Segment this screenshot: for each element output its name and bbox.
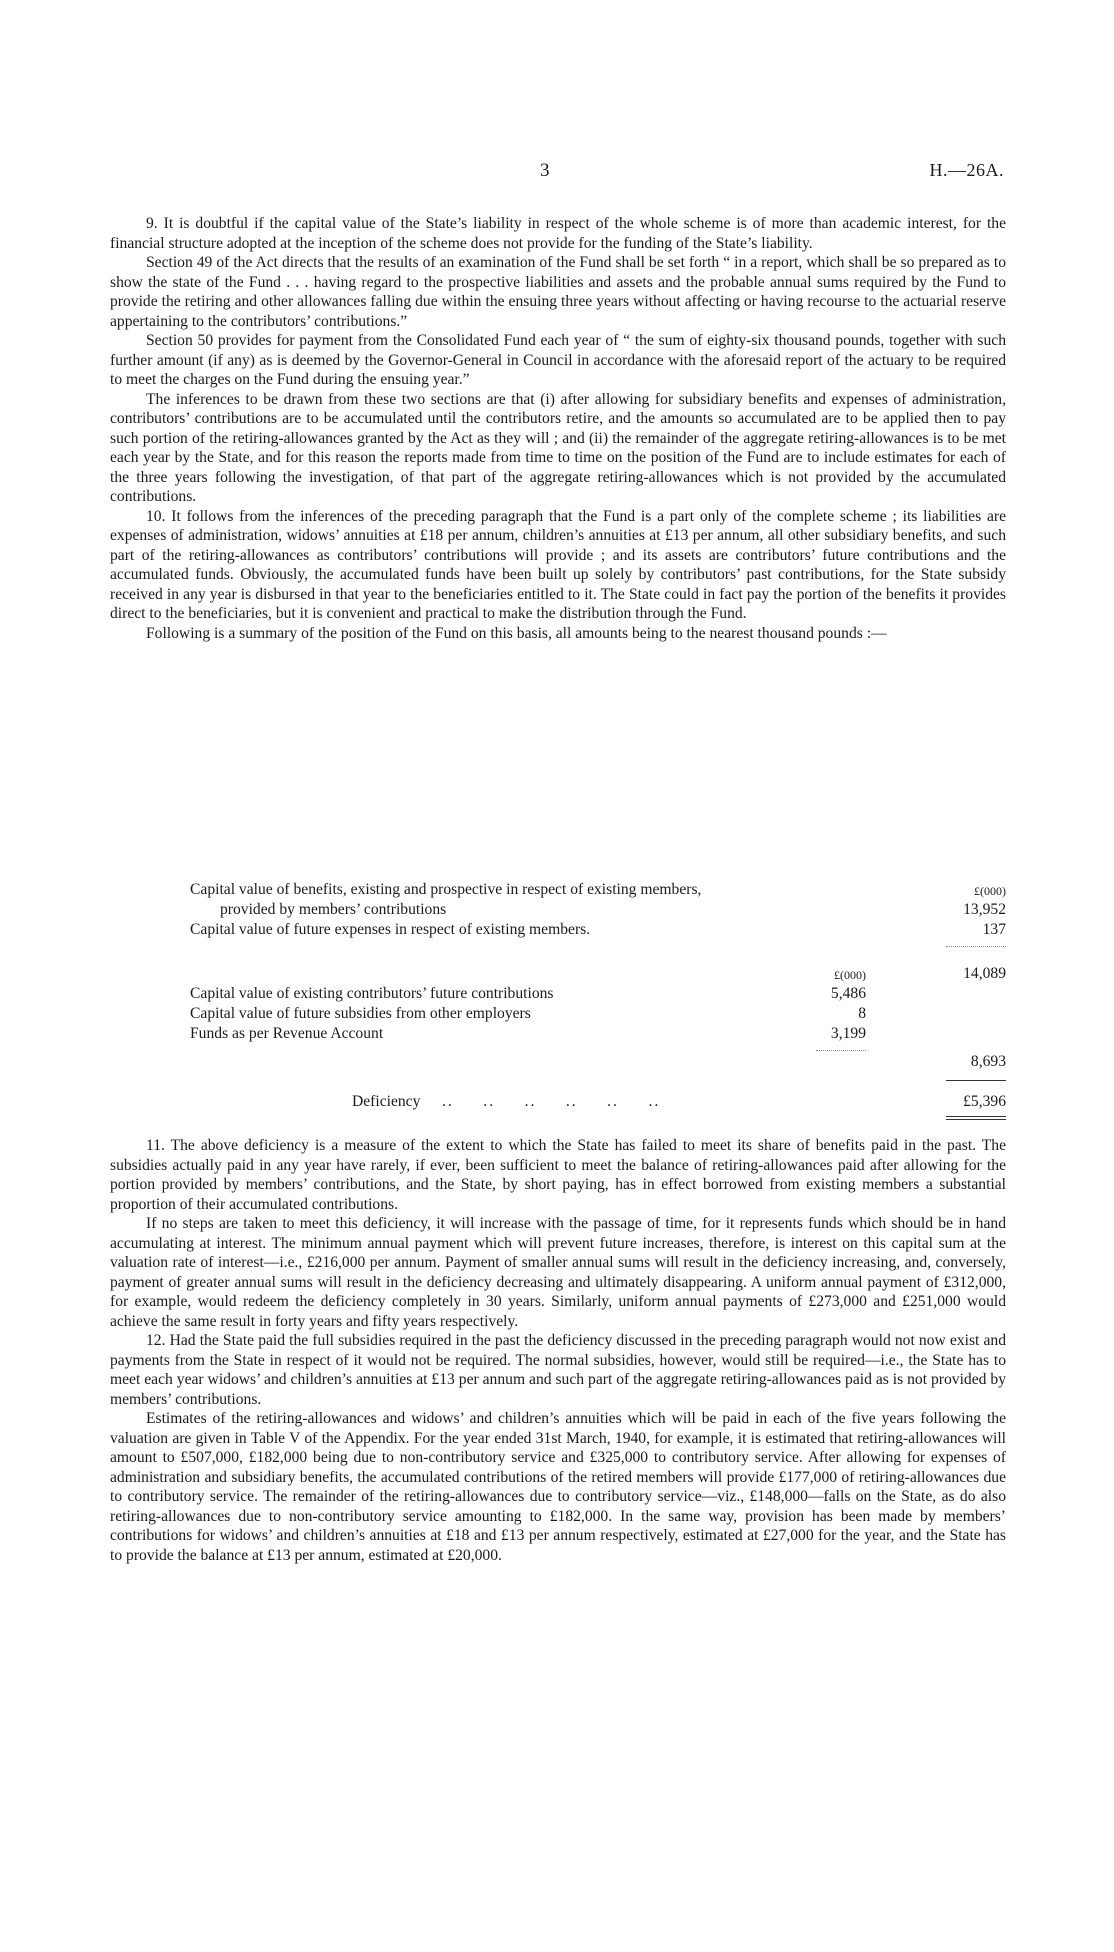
- asset-value-3: 3,199: [830, 1025, 866, 1042]
- page-header: [0, 160, 1114, 186]
- liability-label-1: Capital value of benefits, existing and prospective in respect of existing members,: [190, 881, 702, 898]
- deficiency-row: [190, 1092, 1006, 1112]
- paragraph-inferences: The inferences to be drawn from these two sections are that (i) after allowing for subsidiary benefits and expenses of administration, contributors’ contributions are to be accumulated until the contributors retire, and the amounts so accumulated are to be applied then to pay such portion of the retiring-allowances granted by the Act as they will ; and (ii) the remainder of the aggregate retiring-allowances is to be met each year by the State, and for this reason the reports made from time to time on the position of the Fund are to include estimates for each of the three years following the investigation, of that part of the aggregate retiring-allowances which is not provided by the accumulated contributions.: [110, 390, 1006, 505]
- asset-row-2: [190, 1004, 1006, 1024]
- rule-before-deficiency: [946, 1080, 1006, 1081]
- rule-deficiency-1: [946, 1116, 1006, 1117]
- liability-value-1: 13,952: [963, 901, 1006, 918]
- asset-total-row: [190, 1052, 1006, 1072]
- paragraph-9: 9. It is doubtful if the capital value of the State’s liability in respect of the whole scheme is of more than academic interest, for the financial structure adopted at the inception of the scheme does not provide for the funding of the State’s liability.: [110, 215, 1006, 252]
- rule-deficiency-2: [946, 1119, 1006, 1120]
- text-block-lower: [110, 1136, 1006, 1565]
- asset-label-1: Capital value of existing contributors’ future contributions: [190, 985, 554, 1002]
- deficiency-label: Deficiency: [352, 1093, 421, 1110]
- page-number: 3: [540, 160, 550, 181]
- paragraph-10: 10. It follows from the inferences of the preceding paragraph that the Fund is a part only of the complete scheme ; its liabilities are expenses of administration, widows’ annuities at £18 per annum, children’s annuities at £13 per annum, all other subsidiary benefits, and such part of the retiring-allowances as contributors’ contributions will provide ; and its assets are contributors’ future contributions and the accumulated funds. Obviously, the accumulated funds have been built up solely by contributors’ past contributions, for the State subsidy received in any year is disbursed in that year to the beneficiaries entitled to it. The State could in fact pay the portion of the benefits it provides direct to the beneficiaries, but it is convenient and practical to make the distribution through the Fund.: [110, 507, 1006, 622]
- paragraph-section-49: Section 49 of the Act directs that the results of an examination of the Fund shall be set forth “ in a report, which shall be so prepared as to show the state of the Fund . . . having regard to the prospective liabilities and assets and the probable annual sums required by the Fund to provide the retiring and other allowances falling due within the ensuing three years without affecting or having recourse to the actuarial reserve appertaining to the contributors’ contributions.”: [110, 254, 1006, 330]
- liability-total-row: [190, 964, 1006, 984]
- text-block-upper: [110, 214, 1006, 643]
- asset-value-2: 8: [858, 1005, 866, 1022]
- liability-row-3: [190, 920, 1006, 940]
- paragraph-section-50: Section 50 provides for payment from the Consolidated Fund each year of “ the sum of eighty-six thousand pounds, together with such further amount (if any) as is deemed by the Governor-General in Council in accordance with the aforesaid report of the actuary to be required to meet the charges on the Fund during the ensuing year.”: [110, 332, 1006, 388]
- unit-label-liabilities: £(000): [974, 884, 1006, 898]
- unit-label-assets: £(000): [834, 968, 866, 982]
- liability-row-1: [190, 880, 1006, 900]
- asset-row-3: [190, 1024, 1006, 1044]
- paragraph-estimates: Estimates of the retiring-allowances and widows’ and children’s annuities which will be paid in each of the five years following the valuation are given in Table V of the Appendix. For the year ended 31st March, 1940, for example, it is estimated that retiring-allowances will amount to £507,000, £182,000 being due to non-contributory service and £325,000 to contributory service. After allowing for expenses of administration and subsidiary benefits, the accumulated contributions of the retired members will provide £177,000 of retiring-allowances due to contributory service. The remainder of the retiring-allowances due to contributory service—viz., £148,000—falls on the State, as do also retiring-allowances due to non-contributory service amounting to £182,000. In the same way, provision has been made by members’ contributions for widows’ and children’s annuities at £18 and £13 per annum respectively, estimated at £27,000 for the year, and the State has to provide the balance at £13 per annum, estimated at £20,000.: [110, 1410, 1006, 1564]
- rule-liabilities-subtotal: [946, 946, 1006, 947]
- paragraph-summary-intro: Following is a summary of the position of the Fund on this basis, all amounts being to the nearest thousand pounds :—: [146, 624, 887, 642]
- liability-value-2: 137: [982, 921, 1006, 938]
- paragraph-no-steps: If no steps are taken to meet this deficiency, it will increase with the passage of time, for it represents funds which should be in hand accumulating at interest. The minimum annual payment which will prevent future increases, therefore, is interest on this capital sum at the valuation rate of interest—i.e., £216,000 per annum. Payment of smaller annual sums will result in the deficiency increasing, and, conversely, payment of greater annual sums will result in the deficiency decreasing and ultimately disappearing. A uniform annual payment of £312,000, for example, would redeem the deficiency completely in 30 years. Similarly, uniform annual payments of £273,000 and £251,000 would achieve the same result in forty years and fifty years respectively.: [110, 1215, 1006, 1330]
- asset-total: 8,693: [970, 1053, 1006, 1070]
- rule-assets-subtotal: [816, 1050, 866, 1051]
- paragraph-12: 12. Had the State paid the full subsidies required in the past the deficiency discussed in the preceding paragraph would not now exist and payments from the State in respect of it would not be required. The normal subsidies, however, would still be required—i.e., the State has to meet each year widows’ and children’s annuities at £13 per annum and such part of the aggregate retiring-allowances paid as is not provided by members’ contributions.: [110, 1332, 1006, 1408]
- deficiency-value: £5,396: [963, 1093, 1006, 1110]
- asset-label-3: Funds as per Revenue Account: [190, 1025, 384, 1042]
- deficiency-leader-dots: .. .. .. .. .. ..: [442, 1093, 661, 1110]
- asset-row-1: [190, 984, 1006, 1004]
- asset-value-1: 5,486: [830, 985, 866, 1002]
- liability-label-3: Capital value of future expenses in respect of existing members.: [190, 921, 591, 938]
- document-reference: H.—26A.: [929, 160, 1004, 180]
- liability-row-2: [190, 900, 1006, 920]
- liability-label-2: provided by members’ contributions: [220, 901, 447, 918]
- paragraph-11: 11. The above deficiency is a measure of the extent to which the State has failed to meet its share of benefits paid in the past. The subsidies actually paid in any year have rarely, if ever, been sufficient to meet the balance of retiring-allowances paid after allowing for the portion provided by members’ contributions, and the State, by short paying, has in effect borrowed from existing members a substantial proportion of their accumulated contributions.: [110, 1137, 1006, 1213]
- liability-total: 14,089: [963, 965, 1006, 982]
- asset-label-2: Capital value of future subsidies from other employers: [190, 1005, 531, 1022]
